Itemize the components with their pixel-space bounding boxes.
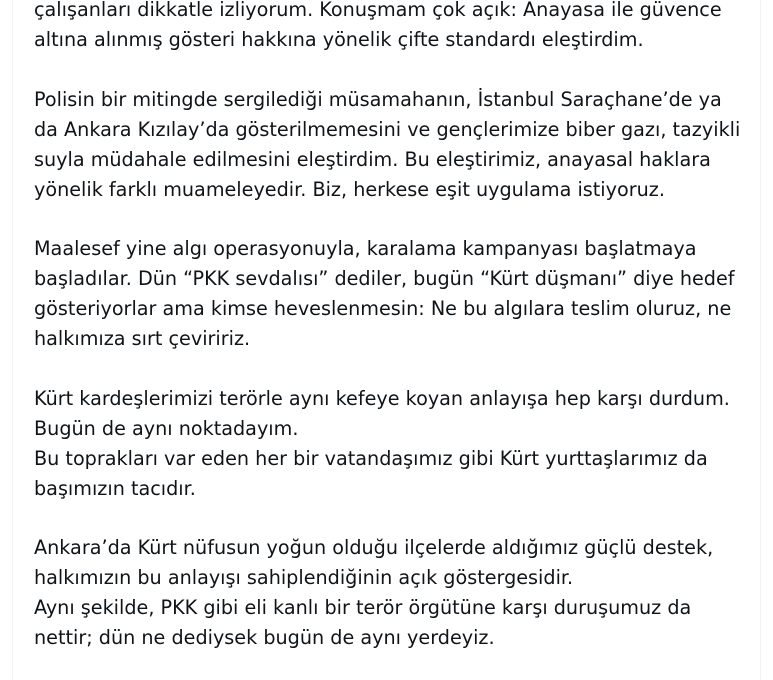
text-line: suyla müdahale edilmesini eleştirdim. Bu eleştirimiz, anayasal haklara [34, 147, 711, 171]
text-line: başladılar. Dün “PKK sevdalısı” dediler, bugün “Kürt düşmanı” diye hedef [34, 267, 735, 290]
text-line: Bu toprakları var eden her bir vatandaşımız gibi Kürt yurttaşlarımız da [34, 446, 708, 470]
text-line: altına alınmış gösteri hakkına yönelik çifte standardı eleştirdim. [34, 28, 644, 51]
paragraph-gap [34, 205, 749, 235]
text-line: da Ankara Kızılay’da gösterilmemesini ve gençlerimize biber gazı, tazyikli [34, 117, 741, 141]
tweet-text [34, 0, 749, 653]
text-line: halkımıza sırt çeviririz. [34, 327, 251, 350]
text-line: nettir; dün ne dediysek bugün de aynı yerdeyiz. [34, 626, 495, 649]
text-line: Bugün de aynı noktadayım. [34, 416, 299, 440]
paragraph-gap [34, 55, 749, 85]
tweet-card [12, 0, 761, 680]
paragraph-5 [34, 533, 749, 653]
text-line: gösteriyorlar ama kimse heveslenmesin: Ne bu algılara teslim oluruz, ne [34, 297, 732, 320]
text-line: Polisin bir mitingde sergilediği müsamahanın, İstanbul Saraçhane’de ya [34, 87, 722, 111]
text-line: başımızın tacıdır. [34, 476, 196, 500]
text-line: halkımızın bu anlayışı sahiplendiğinin açık göstergesidir. [34, 566, 574, 589]
text-line: Maalesef yine algı operasyonuyla, karalama kampanyası başlatmaya [34, 237, 697, 260]
paragraph-1 [34, 0, 749, 55]
paragraph-3 [34, 234, 749, 354]
text-line: Kürt kardeşlerimizi terörle aynı kefeye koyan anlayışa hep karşı durdum. [34, 386, 730, 410]
paragraph-4 [34, 384, 749, 504]
text-line: yönelik farklı muameleyedir. Biz, herkese eşit uygulama istiyoruz. [34, 177, 665, 201]
text-line: Ankara’da Kürt nüfusun yoğun olduğu ilçelerde aldığımız güçlü destek, [34, 536, 714, 559]
text-line: çalışanları dikkatle izliyorum. Konuşmam çok açık: Anayasa ile güvence [34, 0, 722, 21]
paragraph-gap [34, 504, 749, 534]
paragraph-gap [34, 354, 749, 384]
paragraph-2 [34, 85, 749, 205]
text-line: Aynı şekilde, PKK gibi eli kanlı bir terör örgütüne karşı duruşumuz da [34, 596, 692, 619]
